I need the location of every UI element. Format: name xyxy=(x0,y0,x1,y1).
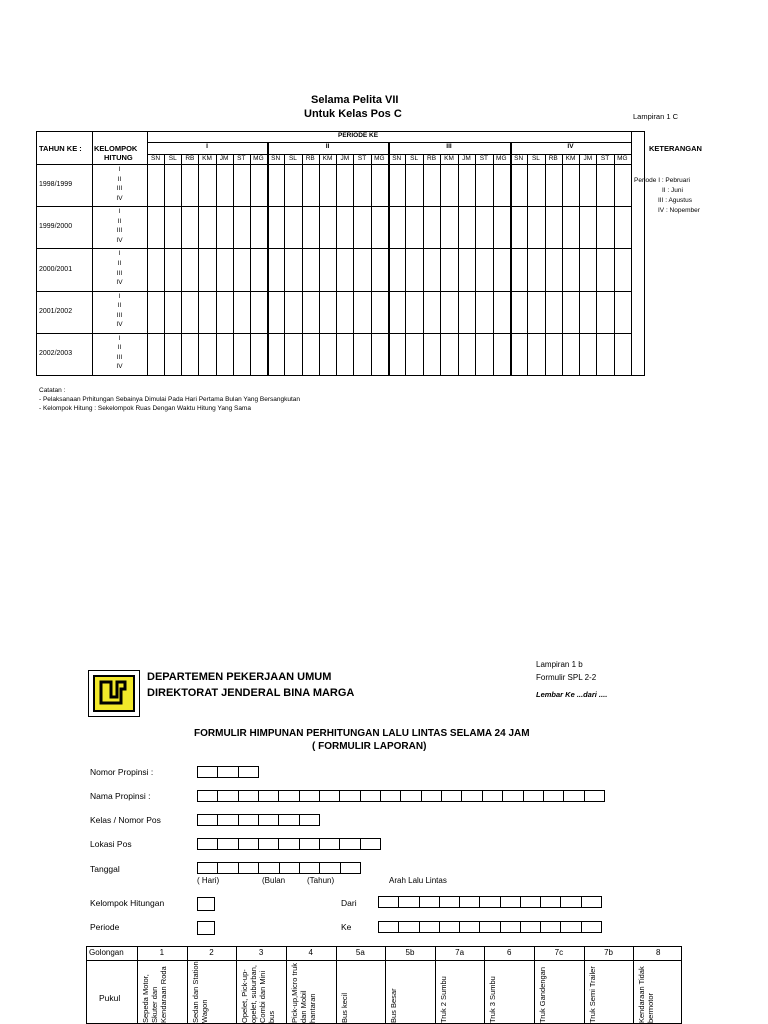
ke-label: Ke xyxy=(341,922,352,932)
golongan-number: 1 xyxy=(159,948,165,957)
day-header: SN xyxy=(271,155,281,162)
group-label: III xyxy=(116,185,123,193)
golongan-number: 7b xyxy=(604,948,613,957)
group-label: III xyxy=(116,227,123,235)
char-cell[interactable] xyxy=(379,922,399,932)
char-cell[interactable] xyxy=(259,839,279,849)
col-tahun-header: TAHUN KE : xyxy=(39,144,82,153)
table-rule xyxy=(236,947,237,1024)
char-cell[interactable] xyxy=(501,897,521,907)
tahun-label: (Tahun) xyxy=(307,876,335,885)
char-cell[interactable] xyxy=(239,791,259,801)
table-rule xyxy=(510,142,512,375)
table-rule xyxy=(405,154,406,375)
golongan-number: 4 xyxy=(308,948,313,957)
vehicle-class-label: Bus kecil xyxy=(339,992,349,1023)
table-rule xyxy=(198,154,199,375)
table-rule xyxy=(233,154,234,375)
vehicle-class-label: Truk 2 Sumbu xyxy=(438,976,448,1023)
day-header: JM xyxy=(219,155,229,162)
char-cell[interactable] xyxy=(340,791,360,801)
group-label: I xyxy=(118,292,121,300)
dari-label: Dari xyxy=(341,898,357,908)
lembar-ke: Lembar Ke ...dari .... xyxy=(536,690,608,699)
day-header: SL xyxy=(288,155,297,162)
formulir-spl: Formulir SPL 2-2 xyxy=(536,673,597,682)
char-cell[interactable] xyxy=(361,839,380,849)
table-rule xyxy=(336,154,337,375)
vehicle-class-label: Truk Semi Trailer xyxy=(587,966,597,1023)
char-cell[interactable] xyxy=(320,839,340,849)
char-cell[interactable] xyxy=(541,922,561,932)
table-rule xyxy=(250,154,251,375)
title-pelita: Selama Pelita VII xyxy=(311,94,399,106)
table-rule xyxy=(181,154,182,375)
char-cell[interactable] xyxy=(340,839,360,849)
char-cell[interactable] xyxy=(442,791,462,801)
day-header: KM xyxy=(202,155,212,162)
day-header: ST xyxy=(479,155,488,162)
direktorat-name: DIREKTORAT JENDERAL BINA MARGA xyxy=(147,687,355,699)
golongan-number: 8 xyxy=(655,948,661,957)
char-cell[interactable] xyxy=(361,791,381,801)
char-cell[interactable] xyxy=(259,863,279,873)
year-label: 2002/2003 xyxy=(39,349,73,357)
table-rule xyxy=(534,947,535,1024)
table-rule xyxy=(475,154,476,375)
day-header: SN xyxy=(392,155,402,162)
char-cell[interactable] xyxy=(218,839,238,849)
golongan-table xyxy=(86,946,682,1024)
day-header: SN xyxy=(151,155,161,162)
group-label: IV xyxy=(116,236,123,244)
day-header: RB xyxy=(305,155,315,162)
table-rule xyxy=(579,154,580,375)
table-rule xyxy=(216,154,217,375)
char-cell[interactable] xyxy=(582,922,601,932)
char-cell[interactable] xyxy=(420,897,440,907)
kelas-pos-label: Kelas / Nomor Pos xyxy=(90,815,161,825)
day-header: MG xyxy=(374,155,385,162)
char-cell[interactable] xyxy=(399,897,419,907)
form-title: FORMULIR HIMPUNAN PERHITUNGAN LALU LINTAS SELAMA 24 JAM xyxy=(194,728,530,739)
char-cell[interactable] xyxy=(198,815,218,825)
table-rule xyxy=(527,154,528,375)
day-header: SL xyxy=(531,155,540,162)
day-header: RB xyxy=(185,155,195,162)
ke-field[interactable] xyxy=(378,921,602,933)
char-cell[interactable] xyxy=(483,791,503,801)
char-cell[interactable] xyxy=(422,791,442,801)
day-header: ST xyxy=(600,155,610,162)
char-cell[interactable] xyxy=(300,839,320,849)
char-cell[interactable] xyxy=(544,791,564,801)
char-cell[interactable] xyxy=(460,897,480,907)
char-cell[interactable] xyxy=(218,863,238,873)
table-rule xyxy=(336,947,337,1024)
day-header: SL xyxy=(410,155,419,162)
day-header: JM xyxy=(583,155,593,162)
char-cell[interactable] xyxy=(239,815,259,825)
char-cell[interactable] xyxy=(440,897,460,907)
table-rule xyxy=(596,154,597,375)
vehicle-class-label: Truk 3 Sumbu xyxy=(488,976,498,1023)
ket-line-4: IV : Nopember xyxy=(658,207,700,214)
golongan-number: 3 xyxy=(258,948,264,957)
char-cell[interactable] xyxy=(561,897,581,907)
group-label: II xyxy=(117,259,122,267)
periode-field[interactable] xyxy=(197,921,215,935)
char-cell[interactable] xyxy=(440,922,460,932)
day-header: SL xyxy=(168,155,177,162)
catatan-note-2: - Kelompok Hitung : Sekelompok Ruas Dengan Waktu Hitung Yang Sama xyxy=(39,405,251,412)
char-cell[interactable] xyxy=(300,791,320,801)
char-cell[interactable] xyxy=(564,791,584,801)
group-label: II xyxy=(117,344,122,352)
char-cell[interactable] xyxy=(420,922,440,932)
table-rule xyxy=(164,154,165,375)
col-hitung-header: HITUNG xyxy=(104,153,133,162)
char-cell[interactable] xyxy=(239,839,259,849)
char-cell[interactable] xyxy=(462,791,482,801)
tanggal-label: Tanggal xyxy=(90,864,120,874)
table-rule xyxy=(644,131,645,375)
table-rule xyxy=(584,947,585,1024)
char-cell[interactable] xyxy=(401,791,421,801)
vehicle-class-label: Bus Besar xyxy=(389,988,399,1023)
char-cell[interactable] xyxy=(218,815,238,825)
group-label: III xyxy=(116,353,123,361)
year-label: 1999/2000 xyxy=(39,223,73,231)
lokasi-pos-label: Lokasi Pos xyxy=(90,839,132,849)
period-label-4: IV xyxy=(567,143,574,150)
arah-lalu-lintas-label: Arah Lalu Lintas xyxy=(389,876,447,885)
pukul-label: Pukul xyxy=(99,993,121,1003)
nomor-propinsi-field[interactable] xyxy=(197,766,259,778)
day-header: MG xyxy=(496,155,507,162)
group-label: III xyxy=(116,269,123,277)
table-rule xyxy=(423,154,424,375)
bulan-label: (Bulan xyxy=(262,876,286,885)
group-label: II xyxy=(117,217,122,225)
day-header: JM xyxy=(340,155,350,162)
char-cell[interactable] xyxy=(320,863,340,873)
char-cell[interactable] xyxy=(320,791,340,801)
table-rule xyxy=(545,154,546,375)
table-rule xyxy=(284,154,285,375)
table-rule xyxy=(493,154,494,375)
nama-propinsi-field[interactable] xyxy=(197,790,605,802)
char-cell[interactable] xyxy=(379,897,399,907)
golongan-number: 5a xyxy=(355,948,365,957)
table-rule xyxy=(187,947,188,1024)
char-cell[interactable] xyxy=(300,863,320,873)
form-subtitle: ( FORMULIR LAPORAN) xyxy=(312,741,427,752)
table-rule xyxy=(147,131,148,375)
group-label: IV xyxy=(116,279,123,287)
kelompok-hitungan-label: Kelompok Hitungan xyxy=(90,898,165,908)
char-cell[interactable] xyxy=(582,897,601,907)
golongan-number: 5b xyxy=(405,948,415,957)
period-label-3: III xyxy=(446,143,452,150)
table-rule xyxy=(137,947,138,1024)
day-header: KM xyxy=(565,155,576,162)
year-label: 2000/2001 xyxy=(39,265,73,273)
group-label: II xyxy=(117,175,122,183)
char-cell[interactable] xyxy=(218,791,238,801)
char-cell[interactable] xyxy=(239,863,259,873)
vehicle-class-label: Sedan dan Station Wagon xyxy=(190,961,209,1023)
char-cell[interactable] xyxy=(280,863,300,873)
char-cell[interactable] xyxy=(198,863,218,873)
golongan-number: 2 xyxy=(209,948,214,957)
char-cell[interactable] xyxy=(279,791,299,801)
vehicle-class-label: Sepeda Motor, Skuter dan Kendaraan Roda xyxy=(141,966,168,1023)
golongan-number: 7c xyxy=(554,948,564,957)
table-rule xyxy=(458,154,459,375)
table-rule xyxy=(319,154,320,375)
char-cell[interactable] xyxy=(501,922,521,932)
catatan-note-1: - Pelaksanaan Prhitungan Sebainya Dimulai Pada Hari Pertama Bulan Yang Bersangkutan xyxy=(39,396,301,403)
group-label: IV xyxy=(116,194,123,202)
char-cell[interactable] xyxy=(381,791,401,801)
char-cell[interactable] xyxy=(480,922,500,932)
golongan-number: 6 xyxy=(507,948,512,957)
table-rule xyxy=(36,291,631,292)
table-rule xyxy=(435,947,436,1024)
char-cell[interactable] xyxy=(541,897,561,907)
vehicle-class-label: Pick-up,Micro truk dan Mobil hantaran xyxy=(289,962,317,1023)
ket-line-3: III : Agustus xyxy=(658,197,692,204)
table-rule xyxy=(371,154,372,375)
group-label: IV xyxy=(116,321,123,329)
catatan-label: Catatan : xyxy=(39,387,66,394)
tanggal-field[interactable] xyxy=(197,862,361,874)
day-header: KM xyxy=(322,155,333,162)
lokasi-pos-field[interactable] xyxy=(197,838,381,850)
table-rule xyxy=(36,206,631,207)
nama-propinsi-label: Nama Propinsi : xyxy=(90,791,151,801)
char-cell[interactable] xyxy=(561,922,581,932)
day-header: MG xyxy=(253,155,264,162)
char-cell[interactable] xyxy=(198,839,218,849)
periode-label: Periode xyxy=(90,922,120,932)
table-rule xyxy=(631,131,632,375)
table-rule xyxy=(385,947,386,1024)
char-cell[interactable] xyxy=(521,897,541,907)
table-rule xyxy=(388,142,390,375)
table-rule xyxy=(286,947,287,1024)
table-rule xyxy=(36,164,631,165)
nomor-propinsi-label: Nomor Propinsi : xyxy=(90,767,154,777)
group-label: III xyxy=(116,311,123,319)
group-label: I xyxy=(118,334,121,342)
ket-line-2: II : Juni xyxy=(662,187,683,194)
golongan-label: Golongan xyxy=(89,948,124,957)
group-label: I xyxy=(118,208,121,216)
char-cell[interactable] xyxy=(259,791,279,801)
keterangan-header: KETERANGAN xyxy=(649,144,702,153)
day-header: SN xyxy=(514,155,524,162)
hari-label: ( Hari) xyxy=(197,876,220,885)
char-cell[interactable] xyxy=(503,791,523,801)
table-rule xyxy=(484,947,485,1024)
lampiran-1c: Lampiran 1 C xyxy=(633,112,679,121)
day-header: JM xyxy=(462,155,471,162)
period-label-2: II xyxy=(325,143,330,150)
kelas-pos-field[interactable] xyxy=(197,814,320,826)
day-header: ST xyxy=(237,155,246,162)
year-label: 1998/1999 xyxy=(39,181,73,189)
dari-field[interactable] xyxy=(378,896,602,908)
group-label: I xyxy=(118,250,121,258)
table-rule xyxy=(36,333,631,334)
char-cell[interactable] xyxy=(341,863,360,873)
char-cell[interactable] xyxy=(480,897,500,907)
table-rule xyxy=(633,947,634,1024)
char-cell[interactable] xyxy=(279,839,299,849)
ket-line-1: Periode I : Pebruari xyxy=(634,177,691,184)
table-rule xyxy=(614,154,615,375)
char-cell[interactable] xyxy=(585,791,604,801)
kelompok-hitungan-field[interactable] xyxy=(197,897,215,911)
char-cell[interactable] xyxy=(198,791,218,801)
day-header: RB xyxy=(548,155,558,162)
dept-name: DEPARTEMEN PEKERJAAN UMUM xyxy=(147,671,332,683)
bina-marga-logo xyxy=(88,670,140,717)
char-cell[interactable] xyxy=(524,791,544,801)
table-rule xyxy=(353,154,354,375)
day-header: KM xyxy=(444,155,454,162)
char-cell[interactable] xyxy=(259,815,279,825)
group-label: I xyxy=(118,166,121,173)
char-cell[interactable] xyxy=(521,922,541,932)
table-rule xyxy=(302,154,303,375)
char-cell[interactable] xyxy=(279,815,299,825)
table-rule xyxy=(36,375,645,376)
day-header: MG xyxy=(617,155,628,162)
group-label: II xyxy=(117,302,122,310)
char-cell[interactable] xyxy=(460,922,480,932)
day-header: RB xyxy=(427,155,437,162)
table-rule xyxy=(440,154,441,375)
lampiran-1b: Lampiran 1 b xyxy=(536,660,583,669)
char-cell[interactable] xyxy=(300,815,319,825)
col-kelompok-header: KELOMPOK xyxy=(94,144,138,153)
golongan-number: 7a xyxy=(455,948,465,957)
year-label: 2001/2002 xyxy=(39,307,73,315)
vehicle-class-label: Opelet, Pick-up-opelet, suburban, Combi dan Mini bus xyxy=(240,965,277,1023)
char-cell[interactable] xyxy=(399,922,419,932)
group-label: IV xyxy=(116,363,123,371)
title-kelas-pos: Untuk Kelas Pos C xyxy=(304,108,402,120)
table-rule xyxy=(562,154,563,375)
periode-ke-header: PERIODE KE xyxy=(338,132,379,139)
table-rule xyxy=(267,142,269,375)
period-label-1: I xyxy=(206,143,208,150)
table-rule xyxy=(36,131,37,375)
table-rule xyxy=(36,248,631,249)
vehicle-class-label: Truk Gandengan xyxy=(538,966,548,1023)
vehicle-class-label: Kendaraan Tidak bermotor xyxy=(637,966,656,1023)
day-header: ST xyxy=(357,155,367,162)
